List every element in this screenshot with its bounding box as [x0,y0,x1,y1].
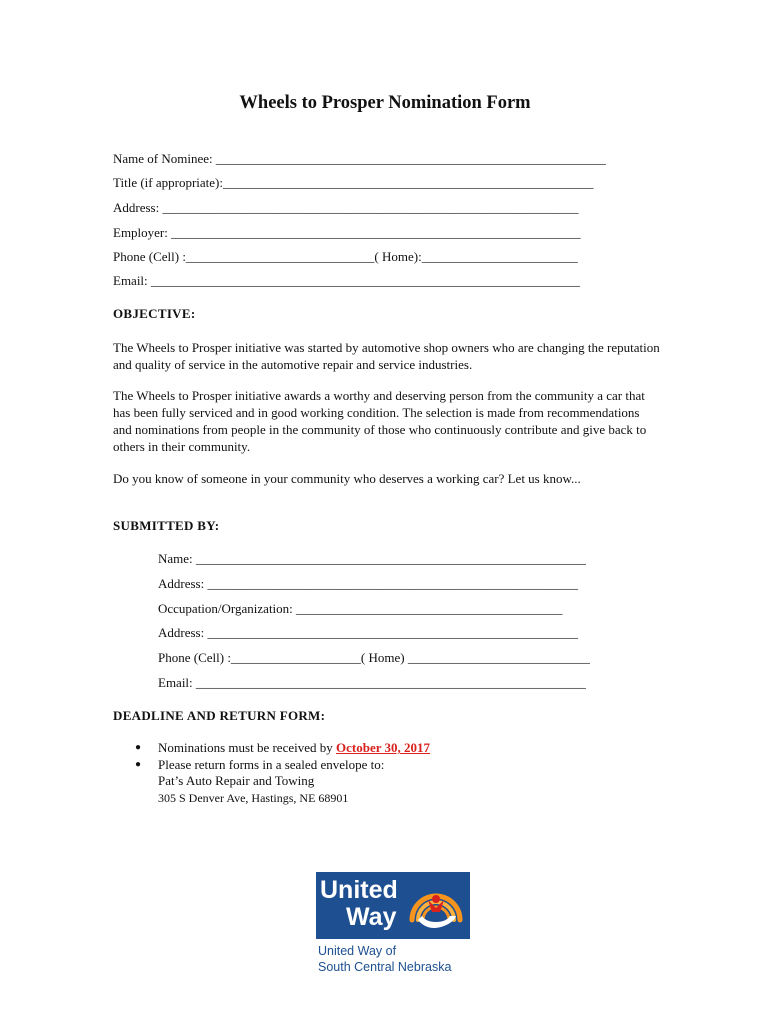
deadline-date: October 30, 2017 [336,740,430,755]
submitter-phone-field[interactable]: Phone (Cell) :____________________( Home) ____________________________ [158,650,590,665]
return-address-street: 305 S Denver Ave, Hastings, NE 68901 [158,790,349,805]
objective-paragraph-1: The Wheels to Prosper initiative was started by automotive shop owners who are changing the reputation and quality of service in the automotive repair and service industries. [113,340,660,372]
nominee-employer-field[interactable]: Employer: _______________________________________________________________ [113,225,581,240]
submitter-org-address-field[interactable]: Address: _________________________________________________________ [158,625,578,640]
deadline-list [113,740,430,806]
objective-paragraph-2: The Wheels to Prosper initiative awards a worthy and deserving person from the community a car that has been fully serviced and in good working condition. The selection is made from recommendations and nominations from people in the community of those who continuously contribute and give back to others in their community. [113,388,647,454]
bullet-icon: ● [135,742,142,753]
united-way-logo [316,872,470,939]
submitter-occupation-field[interactable]: Occupation/Organization: _________________________________________ [158,601,563,616]
logo-word-way: Way [346,903,397,931]
logo-word-united: United [320,876,398,904]
org-name-line-2: South Central Nebraska [318,960,452,974]
submitted-by-heading: SUBMITTED BY: [113,518,220,533]
nominee-title-field[interactable]: Title (if appropriate):_________________________________________________________ [113,175,594,190]
return-instructions: Please return forms in a sealed envelope to: [158,756,385,772]
list-item [113,757,430,774]
nominee-address-field[interactable]: Address: ________________________________________________________________ [113,200,579,215]
org-name-line-1: United Way of [318,944,397,958]
deadline-text [158,740,430,757]
nominee-name-field[interactable]: Name of Nominee: ____________________________________________________________ [113,151,606,166]
nominee-phone-field[interactable]: Phone (Cell) :_____________________________( Home):________________________ [113,249,578,264]
nominee-email-field[interactable]: Email: __________________________________________________________________ [113,273,580,288]
objective-heading: OBJECTIVE: [113,306,196,321]
hand-rainbow-icon [406,876,466,936]
deadline-prefix: Nominations must be received by [158,740,336,755]
bullet-icon: ● [135,758,142,770]
submitter-address-field[interactable]: Address: _________________________________________________________ [158,576,578,591]
list-item [113,740,430,757]
submitter-email-field[interactable]: Email: ____________________________________________________________ [158,675,586,690]
deadline-heading: DEADLINE AND RETURN FORM: [113,708,326,723]
submitter-name-field[interactable]: Name: ____________________________________________________________ [158,551,586,566]
page-title: Wheels to Prosper Nomination Form [239,93,531,113]
objective-paragraph-3: Do you know of someone in your community who deserves a working car? Let us know... [113,471,581,486]
return-address-name: Pat’s Auto Repair and Towing [158,773,315,788]
